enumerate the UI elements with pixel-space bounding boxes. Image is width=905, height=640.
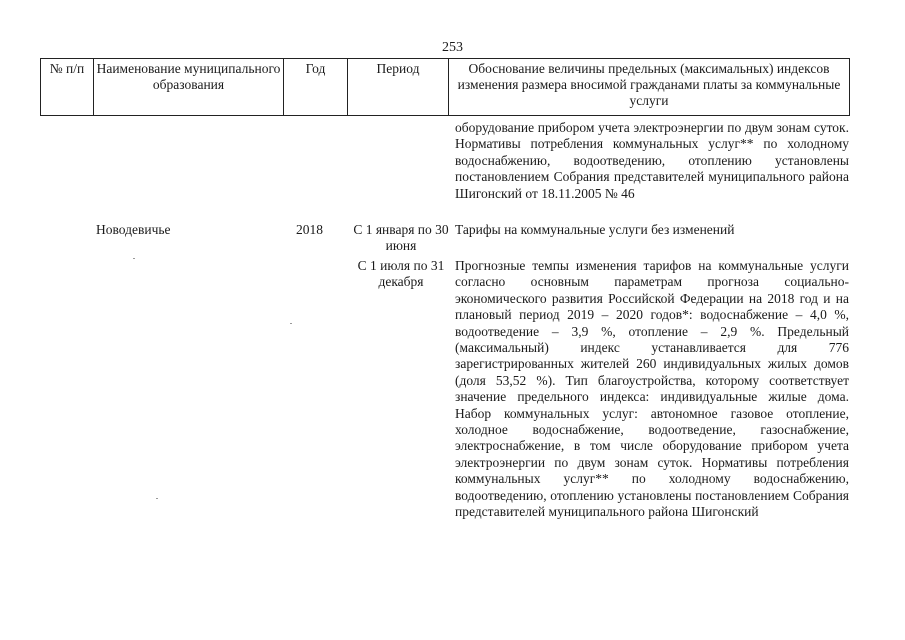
header-municipality: Наименование муниципального образования: [94, 59, 284, 116]
page-number: 253: [442, 40, 463, 55]
municipality-name: Новодевичье: [96, 222, 171, 237]
header-period: Период: [348, 59, 449, 116]
justification-no-change: Тарифы на коммунальные услуги без изменений: [455, 222, 735, 237]
scan-speck: [290, 323, 292, 324]
table-header: [40, 58, 850, 116]
header-justification: Обоснование величины предельных (максимальных) индексов изменения размера вносимой гражданами платы за коммунальные услуги: [449, 59, 850, 116]
period-first-half: С 1 января по 30 июня: [353, 222, 449, 254]
scan-speck: [156, 498, 158, 499]
continuation-text: оборудование прибором учета электроэнергии по двум зонам суток. Нормативы потребления коммунальных услуг** по холодному водоснабжению, водоотведению, отоплению установлены постановлением Собрания представителей муниципального района Шигонский от 18.11.2005 № 46: [455, 120, 849, 201]
header-num: № п/п: [41, 59, 94, 116]
period-second-half: С 1 июля по 31 декабря: [357, 258, 445, 290]
year-cell: 2018: [296, 222, 323, 237]
header-row: [41, 59, 850, 116]
header-year: Год: [284, 59, 348, 116]
scan-speck: [133, 258, 135, 259]
justification-forecast: Прогнозные темпы изменения тарифов на коммунальные услуги согласно основным параметрам прогноза социально-экономического развития Российской Федерации на 2018 год и на плановый период 2019 – 2020 годов*: водоснабжение – 4,0 %, водоотведение – 3,9 %, отопление – 2,9 %. Предельный (максимальный) индекс устанавливается для 776 зарегистрированных жителей 260 индивидуальных жилых домов (доля 53,52 %). Тип благоустройства, которому соответствует значение предельного индекса: индивидуальные жилые дома. Набор коммунальных услуг: автономное газовое отопление, холодное водоснабжение, водоотведение, газоснабжение, электроснабжение, в том числе оборудование прибором учета электроэнергии по двум зонам суток. Нормативы потребления коммунальных услуг** по холодному водоснабжению, водоотведению, отоплению установлены постановлением Собрания представителей муниципального района Шигонский: [455, 258, 849, 520]
